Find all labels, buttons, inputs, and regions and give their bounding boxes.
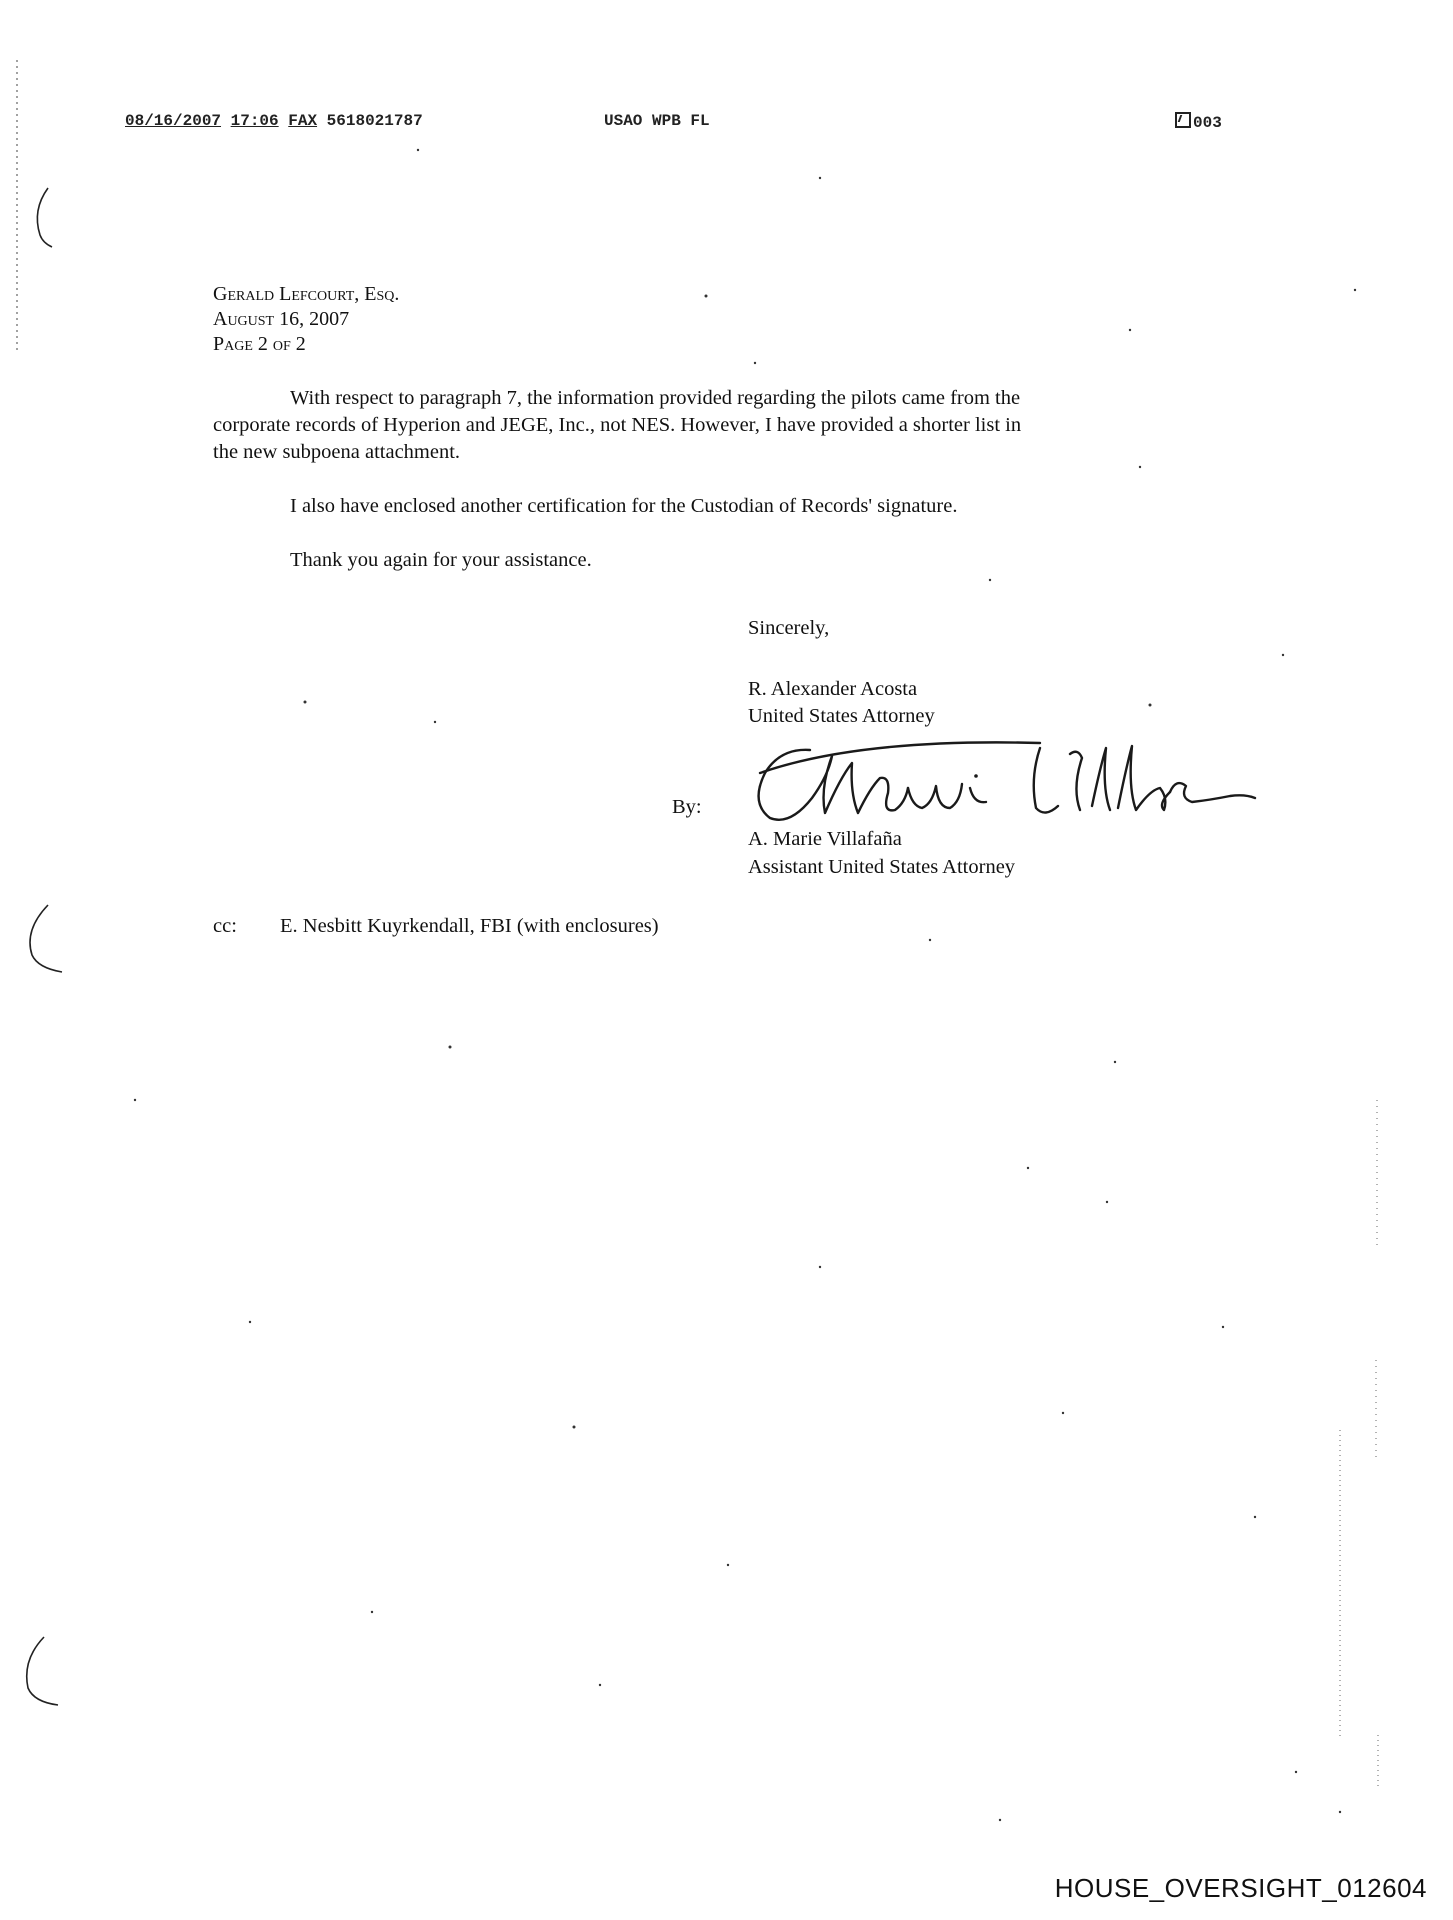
paragraph-pilots bbox=[213, 385, 1213, 466]
signer-name: A. Marie Villafaña bbox=[748, 828, 902, 850]
fax-sender: USAO WPB FL bbox=[604, 112, 710, 130]
paragraph-line: With respect to paragraph 7, the information provided regarding the pilots came from the bbox=[290, 387, 1021, 409]
paragraph-certification: I also have enclosed another certification for the Custodian of Records' signature. bbox=[290, 495, 958, 517]
fax-header-left bbox=[125, 112, 423, 130]
fax-page-code: 003 bbox=[1193, 114, 1222, 132]
fax-checkbox-icon bbox=[1175, 112, 1191, 128]
by-label: By: bbox=[672, 796, 702, 818]
page-number: Page 2 of 2 bbox=[213, 333, 306, 355]
cc-recipient: E. Nesbitt Kuyrkendall, FBI (with enclosures) bbox=[280, 915, 659, 937]
fax-time: 17:06 bbox=[230, 112, 279, 130]
attorney-title: United States Attorney bbox=[748, 705, 935, 727]
letter-body bbox=[213, 385, 1213, 601]
fax-number: 5618021787 bbox=[326, 112, 423, 130]
cc-label: cc: bbox=[213, 915, 237, 937]
closing-salutation: Sincerely, bbox=[748, 617, 830, 639]
fax-transmission-header bbox=[0, 112, 1453, 136]
fax-page-indicator bbox=[1175, 112, 1222, 132]
letter-date: August 16, 2007 bbox=[213, 308, 350, 330]
attorney-name: R. Alexander Acosta bbox=[748, 678, 918, 700]
fax-label: FAX bbox=[288, 112, 318, 130]
bates-number: HOUSE_OVERSIGHT_012604 bbox=[1054, 1873, 1427, 1903]
paragraph-thanks: Thank you again for your assistance. bbox=[290, 549, 592, 571]
recipient-block bbox=[213, 282, 399, 357]
paragraph-line: the new subpoena attachment. bbox=[213, 441, 461, 463]
handwritten-signature bbox=[740, 718, 1260, 833]
fax-date: 08/16/2007 bbox=[125, 112, 222, 130]
signer-title: Assistant United States Attorney bbox=[748, 856, 1016, 878]
paragraph-line: corporate records of Hyperion and JEGE, Inc., not NES. However, I have provided a shorter list in bbox=[213, 414, 1022, 436]
recipient-name: Gerald Lefcourt, Esq. bbox=[213, 283, 400, 305]
